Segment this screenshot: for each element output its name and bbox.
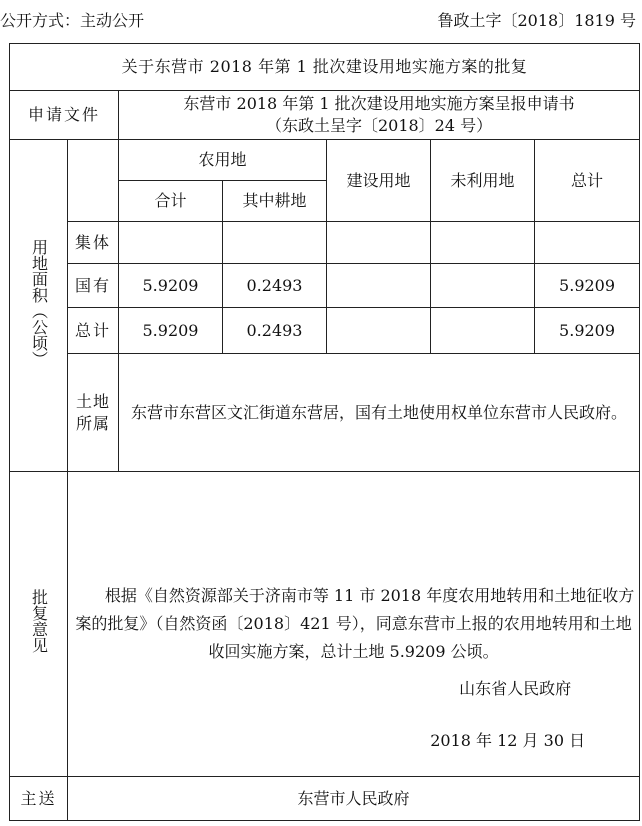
land-ownership-label-cell	[68, 354, 119, 472]
col-total: 总计	[535, 140, 640, 222]
cell-construction	[327, 222, 431, 264]
cell-total	[535, 222, 640, 264]
document-title: 关于东营市 2018 年第 1 批次建设用地实施方案的批复	[10, 44, 640, 91]
cell-arable	[223, 222, 327, 264]
land-area-label: 用地面积（公顷）	[29, 238, 49, 367]
table-row	[10, 264, 640, 308]
col-unused: 未利用地	[431, 140, 535, 222]
cell-subtotal: 5.9209	[119, 264, 223, 308]
col-arable: 其中耕地	[223, 181, 327, 222]
cell-arable: 0.2493	[223, 264, 327, 308]
cell-total: 5.9209	[535, 264, 640, 308]
application-document	[119, 91, 640, 140]
approval-form-table	[9, 43, 640, 821]
table-row	[10, 222, 640, 264]
cell-construction	[327, 308, 431, 354]
signatory: 山东省人民政府	[459, 679, 572, 698]
cell-subtotal	[119, 222, 223, 264]
col-subtotal: 合计	[119, 181, 223, 222]
document-number: 鲁政土字〔2018〕1819 号	[437, 11, 636, 30]
recipient: 东营市人民政府	[68, 777, 640, 821]
row-label-collective: 集体	[68, 222, 119, 264]
application-doc-title: 东营市 2018 年第 1 批次建设用地实施方案呈报申请书	[183, 94, 575, 113]
application-label: 申请文件	[10, 91, 119, 140]
col-construction: 建设用地	[327, 140, 431, 222]
opinion-content	[68, 472, 640, 777]
land-area-label-cell	[10, 140, 68, 472]
recipient-label: 主送	[10, 777, 68, 821]
cell-total: 5.9209	[535, 308, 640, 354]
application-doc-number: （东政土呈字〔2018〕24 号）	[265, 116, 493, 135]
row-label-total: 总计	[68, 308, 119, 354]
land-ownership: 东营市东营区文汇街道东营居，国有土地使用权单位东营市人民政府。	[119, 354, 640, 472]
approval-date: 2018 年 12 月 30 日	[430, 731, 586, 750]
opinion-body: 根据《自然资源部关于济南市等 11 市 2018 年度农用地转用和土地征收方案的批复》（自然资函〔2018〕421 号），同意东营市上报的农用地转用和土地收回实施方案，总计土地 5.9209 公顷。	[75, 586, 635, 661]
cell-subtotal: 5.9209	[119, 308, 223, 354]
opinion-label: 批复意见	[29, 589, 49, 653]
blank-corner-cell	[68, 140, 119, 222]
col-agricultural: 农用地	[119, 140, 327, 181]
land-ownership-label: 土地所属	[76, 391, 111, 433]
row-label-state: 国有	[68, 264, 119, 308]
opinion-label-cell	[10, 472, 68, 777]
disclosure-method: 公开方式：主动公开	[0, 11, 145, 30]
cell-unused	[431, 308, 535, 354]
cell-unused	[431, 264, 535, 308]
cell-construction	[327, 264, 431, 308]
cell-unused	[431, 222, 535, 264]
table-row	[10, 308, 640, 354]
cell-arable: 0.2493	[223, 308, 327, 354]
